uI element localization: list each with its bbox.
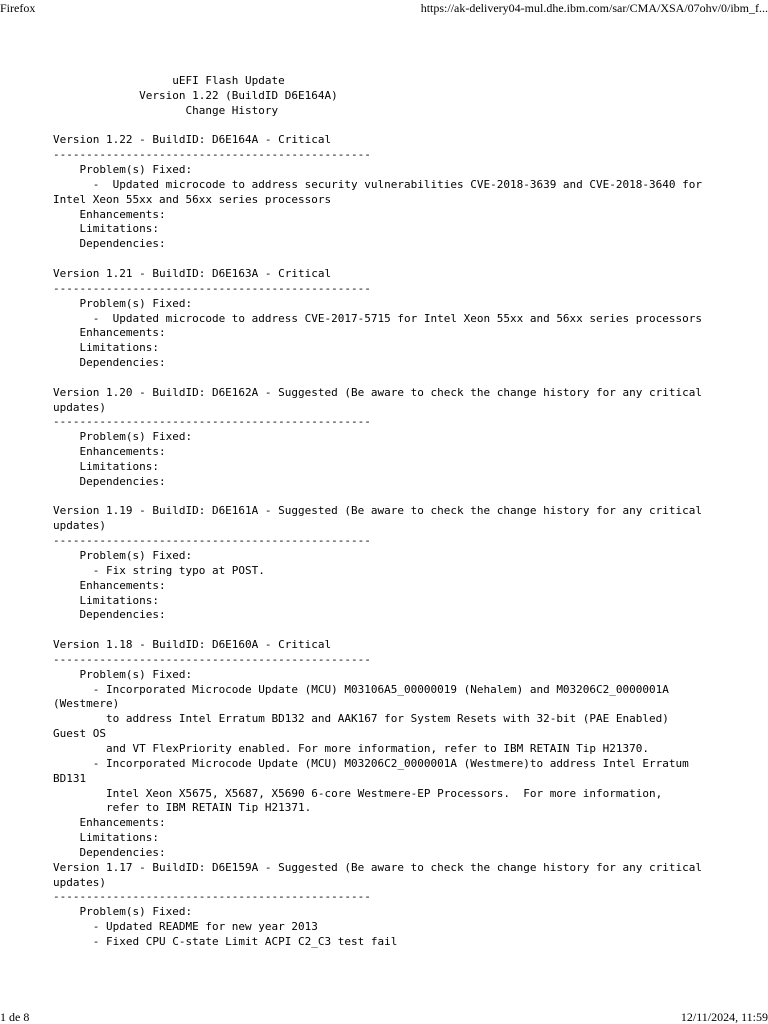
text-line: - Updated README for new year 2013 — [53, 920, 318, 934]
text-line: Enhancements: — [53, 578, 166, 592]
text-line: - Fixed CPU C-state Limit ACPI C2_C3 test fail — [53, 934, 398, 948]
text-line: Version 1.19 - BuildID: D6E161A - Suggested (Be aware to check the change history for any critical — [53, 504, 703, 518]
text-line: Intel Xeon 55xx and 56xx series processors — [53, 192, 332, 206]
text-line: to address Intel Erratum BD132 and AAK167 for System Resets with 32-bit (PAE Enabled) — [53, 712, 669, 726]
text-line: (Westmere) — [53, 697, 120, 711]
text-line: Intel Xeon X5675, X5687, X5690 6-core Westmere-EP Processors. For more information, — [53, 786, 663, 800]
text-line: Problem(s) Fixed: — [53, 905, 193, 919]
text-line: Version 1.18 - BuildID: D6E160A - Critical — [53, 638, 332, 652]
text-line: Version 1.17 - BuildID: D6E159A - Suggested (Be aware to check the change history for any critical — [53, 860, 703, 874]
text-line: updates) — [53, 875, 106, 889]
text-line: Enhancements: — [53, 326, 166, 340]
text-line: Limitations: — [53, 341, 159, 355]
text-line — [53, 119, 702, 134]
text-line: Limitations: — [53, 459, 159, 473]
text-line: Enhancements: — [53, 207, 166, 221]
text-line: Change History — [53, 103, 279, 117]
text-line: Limitations: — [53, 831, 159, 845]
text-line: - Fix string typo at POST. — [53, 563, 265, 577]
text-line: Problem(s) Fixed: — [53, 430, 193, 444]
text-line: Problem(s) Fixed: — [53, 163, 193, 177]
text-line: ------------------------------------------------ — [53, 890, 371, 904]
text-line: Enhancements: — [53, 816, 166, 830]
page-number: 1 de 8 — [0, 1010, 30, 1024]
text-line: Limitations: — [53, 593, 159, 607]
text-line: Version 1.22 (BuildID D6E164A) — [53, 88, 338, 102]
text-line: Limitations: — [53, 222, 159, 236]
text-line: - Incorporated Microcode Update (MCU) M03206C2_0000001A (Westmere)to address Intel Erratum — [53, 756, 689, 770]
page-url: https://ak-delivery04-mul.dhe.ibm.com/sar/CMA/XSA/07ohv/0/ibm_f... — [420, 1, 768, 15]
text-line: Dependencies: — [53, 356, 166, 370]
text-line: ------------------------------------------------ — [53, 281, 371, 295]
text-line: ------------------------------------------------ — [53, 415, 371, 429]
text-line: ------------------------------------------------ — [53, 148, 371, 162]
text-line: Problem(s) Fixed: — [53, 549, 193, 562]
text-line: - Incorporated Microcode Update (MCU) M03106A5_00000019 (Nehalem) and M03206C2_0000001A — [53, 682, 669, 696]
text-line: Guest OS — [53, 727, 106, 741]
text-line — [53, 371, 702, 386]
text-line: Problem(s) Fixed: — [53, 296, 193, 310]
text-line: uEFI Flash Update — [53, 74, 285, 87]
text-line: - Updated microcode to address security vulnerabilities CVE-2018-3639 and CVE-2018-3640 for — [53, 177, 703, 191]
text-line: Version 1.21 - BuildID: D6E163A - Critical — [53, 266, 332, 280]
text-line: - Updated microcode to address CVE-2017-5715 for Intel Xeon 55xx and 56xx series processors — [53, 311, 703, 325]
text-line: Problem(s) Fixed: — [53, 667, 193, 681]
text-line: Enhancements: — [53, 445, 166, 459]
print-datetime: 12/11/2024, 11:59 — [680, 1010, 768, 1024]
text-line: and VT FlexPriority enabled. For more information, refer to IBM RETAIN Tip H21370. — [53, 741, 650, 755]
text-line: updates) — [53, 519, 106, 533]
text-line: Dependencies: — [53, 474, 166, 488]
text-line: ------------------------------------------------ — [53, 534, 371, 548]
text-line — [53, 490, 702, 505]
text-line: ------------------------------------------------ — [53, 652, 371, 666]
text-line — [53, 623, 702, 638]
text-line: Version 1.20 - BuildID: D6E162A - Suggested (Be aware to check the change history for any critical — [53, 385, 703, 399]
document-body — [53, 74, 702, 950]
text-line: Dependencies: — [53, 608, 166, 622]
text-line: refer to IBM RETAIN Tip H21371. — [53, 801, 312, 815]
text-line: Dependencies: — [53, 845, 166, 859]
text-line: Version 1.22 - BuildID: D6E164A - Critical — [53, 133, 332, 147]
text-line — [53, 252, 702, 267]
browser-name: Firefox — [0, 1, 36, 15]
text-line: Dependencies: — [53, 237, 166, 251]
text-line: updates) — [53, 400, 106, 414]
text-line: BD131 — [53, 771, 87, 785]
